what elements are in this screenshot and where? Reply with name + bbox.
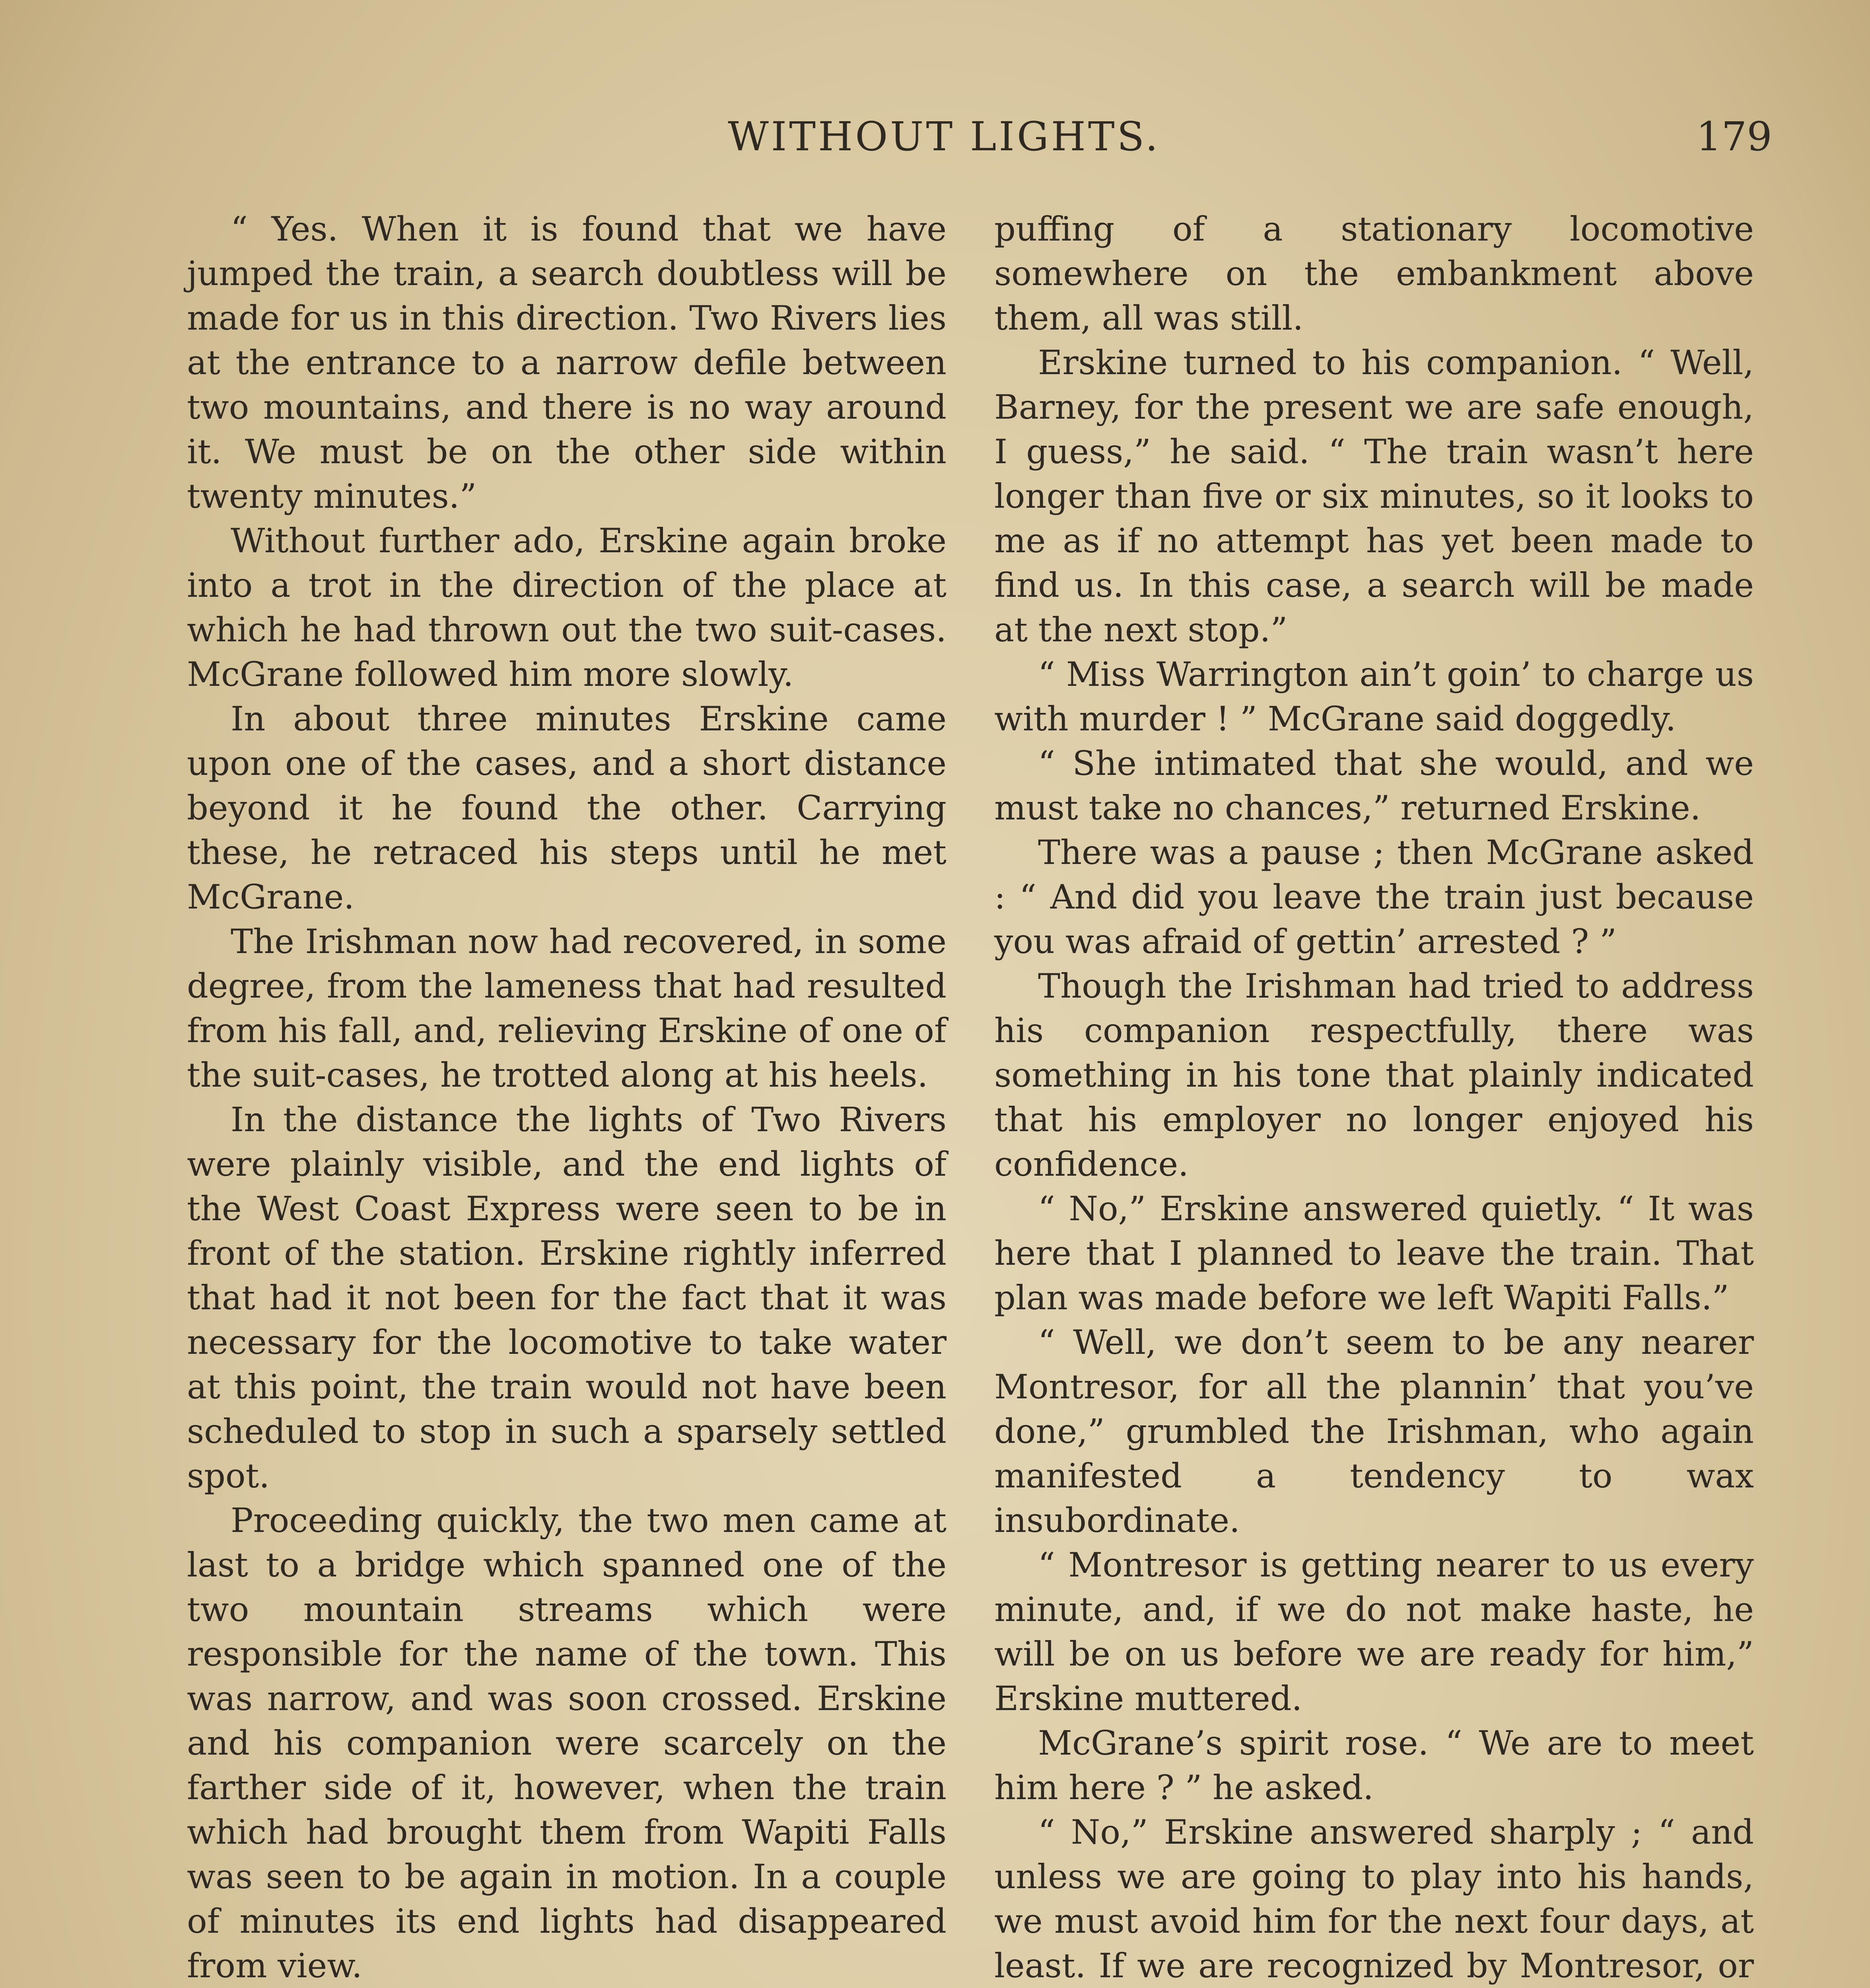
paragraph: “ Miss Warrington ain’t goin’ to charge us with murder ! ” McGrane said doggedly. (994, 655, 1754, 738)
paragraph: “ Well, we don’t seem to be any nearer Montresor, for all the plannin’ that you’ve done,” grumbled the Irishman, who again manifested a tendency to wax insubordinate. (994, 1323, 1754, 1540)
paragraph: Though the Irishman had tried to address his companion respectfully, there was something in his tone that plainly indicated that his employer no longer enjoyed his confidence. (994, 967, 1754, 1184)
paragraph: “ Montresor is getting nearer to us every minute, and, if we do not make haste, he will be on us before we are ready for him,” Erskine muttered. (994, 1545, 1754, 1718)
paragraph: The Irishman now had recovered, in some degree, from the lameness that had resulted from his fall, and, relieving Erskine of one of the suit-cases, he trotted along at his heels. (187, 922, 947, 1095)
paragraph: There was a pause ; then McGrane asked : “ And did you leave the train just because you was afraid of gettin’ arrested ? ” (994, 833, 1754, 961)
paragraph: “ No,” Erskine answered sharply ; “ and unless we are going to play into his hands, we must avoid him for the next four days, at least. If we are recognized by Montresor, or (994, 1813, 1754, 1985)
paragraph: In about three minutes Erskine came upon one of the cases, and a short distance beyond it he found the other. Carrying these, he retraced his steps until he met McGrane. (187, 699, 947, 916)
paragraph: McGrane’s spirit rose. “ We are to meet him here ? ” he asked. (994, 1724, 1754, 1807)
right-column (994, 207, 1754, 1988)
paragraph: Proceeding quickly, the two men came at last to a bridge which spanned one of the two mountain streams which were responsible for the name of the town. This was narrow, and was soon crossed. Erskine and his companion were scarcely on the farther side of it, however, when the train which had brought them from Wapiti Falls was seen to be again in motion. In a couple of minutes its end lights had disappeared from view. (187, 1501, 947, 1985)
left-column (187, 207, 947, 1988)
paragraph: Without further ado, Erskine again broke into a trot in the direction of the place at which he had thrown out the two suit-cases. McGrane followed him more slowly. (187, 521, 947, 694)
paragraph: Erskine turned to his companion. “ Well, Barney, for the present we are safe enough, I guess,” he said. “ The train wasn’t here longer than five or six minutes, so it looks to me as if no attempt has yet been made to find us. In this case, a search will be made at the next stop.” (994, 343, 1754, 649)
paragraph: In the distance the lights of Two Rivers were plainly visible, and the end lights of the West Coast Express were seen to be in front of the station. Erskine rightly inferred that had it not been for the fact that it was necessary for the locomotive to take water at this point, the train would not have been scheduled to stop in such a sparsely settled spot. (187, 1100, 947, 1495)
running-head: WITHOUT LIGHTS. (728, 113, 1160, 160)
page-number: 179 (1696, 113, 1772, 160)
paragraph: “ Yes. When it is found that we have jumped the train, a search doubtless will be made for us in this direction. Two Rivers lies at the entrance to a narrow defile between two mountains, and there is no way around it. We must be on the other side within twenty minutes.” (187, 210, 947, 516)
paragraph: “ She intimated that she would, and we must take no chances,” returned Erskine. (994, 744, 1754, 827)
paragraph: “ No,” Erskine answered quietly. “ It was here that I planned to leave the train. That plan was made before we left Wapiti Falls.” (994, 1189, 1754, 1317)
paragraph: puffing of a stationary locomotive somewhere on the embankment above them, all was still. (994, 210, 1754, 338)
